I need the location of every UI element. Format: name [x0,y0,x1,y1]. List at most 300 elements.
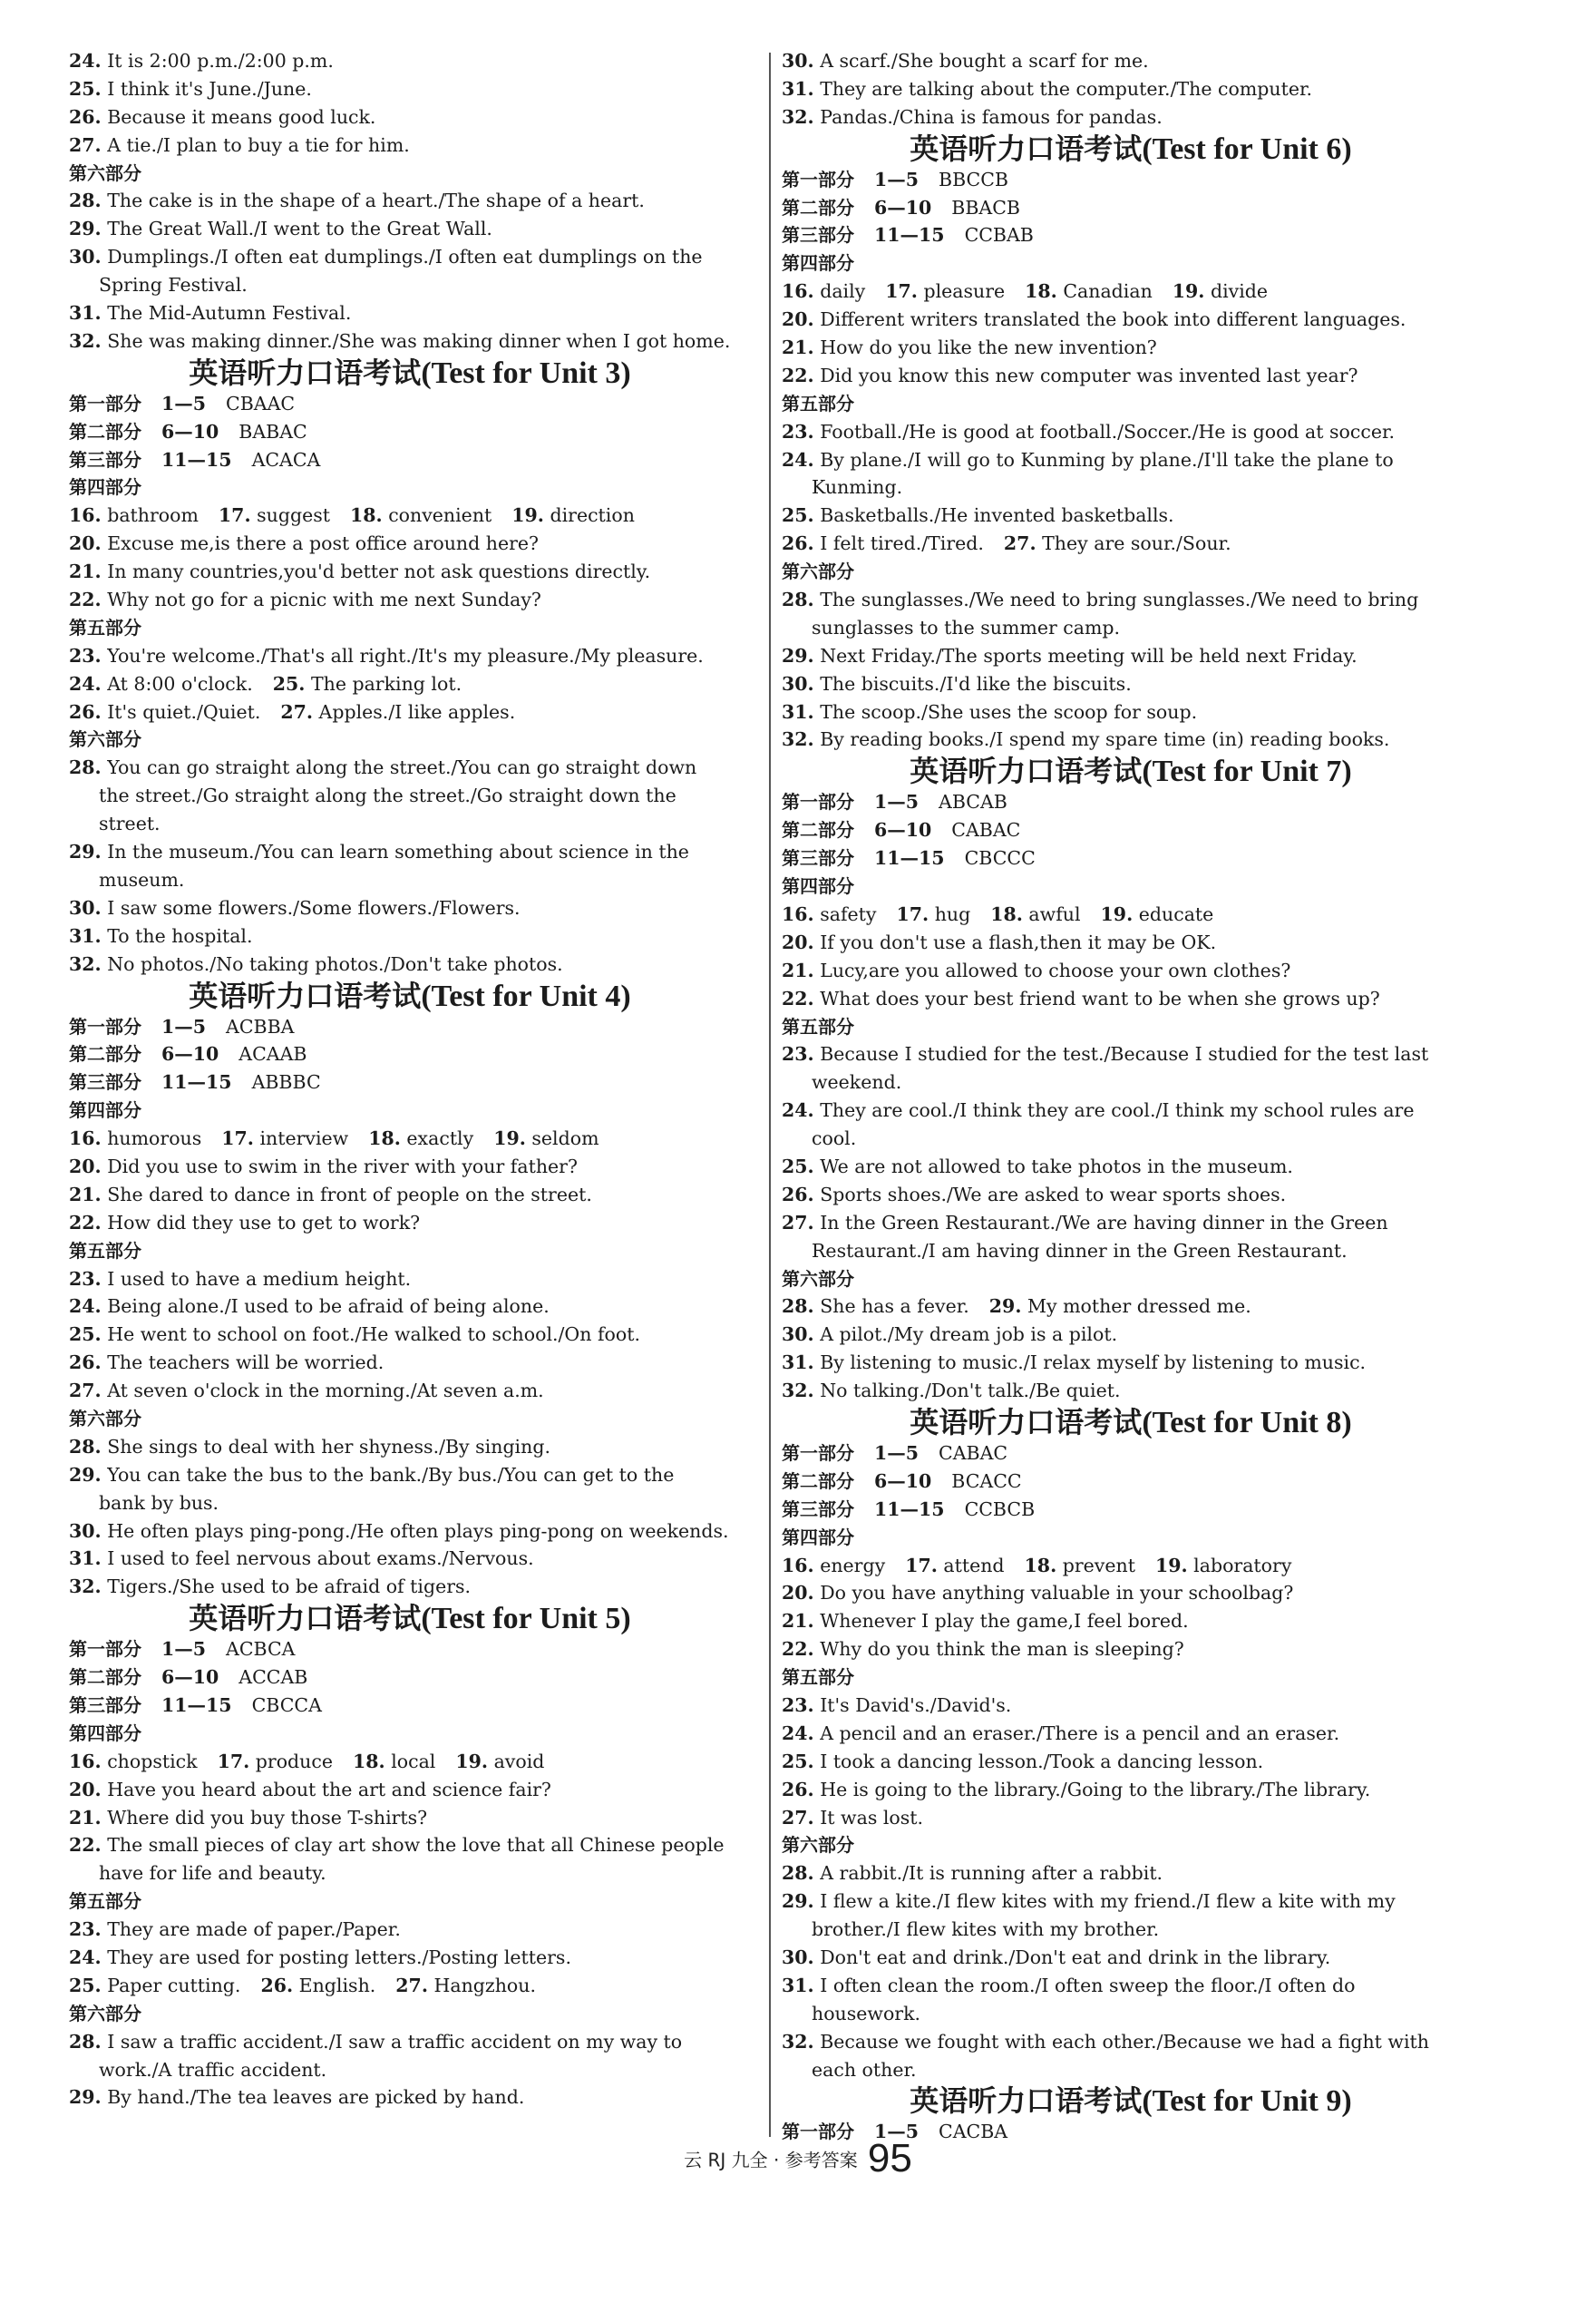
answer-text: I took a dancing lesson./Took a dancing lesson. [820,1750,1264,1772]
answer-line [782,1349,1480,1377]
item-number: 17. [885,280,918,303]
answer-text: A pencil and an eraser./There is a pencil and an eraser. [820,1722,1340,1744]
part-heading [782,390,1480,418]
item-text: Hangzhou. [433,1974,536,1996]
item-text: prevent [1062,1554,1135,1576]
answer-line [69,1573,751,1601]
item-number: 30. [782,1323,814,1346]
answer-line [782,1097,1480,1125]
answer-line [69,1433,751,1461]
answer-text: bank by bus. [99,1491,219,1514]
title-chinese: 英语听力口语考试 [189,355,422,390]
answer-text: You're welcome./That's all right./It's my pleasure./My pleasure. [107,644,704,667]
answer-line [782,1040,1480,1068]
part-label: 第五部分 [69,616,141,639]
answer-line [69,1804,751,1832]
answer-row [782,1496,1480,1524]
part-label: 第六部分 [69,161,141,184]
answer-row [782,194,1480,222]
answer-line [782,1972,1480,2000]
part-label: 第三部分 [69,1693,141,1716]
answer-line [782,1607,1480,1635]
answer-line [782,985,1480,1013]
answer-line [782,1748,1480,1776]
answer-text: He went to school on foot./He walked to school./On foot. [107,1323,640,1346]
answer-line [782,1209,1480,1237]
item-text: direction [550,504,635,527]
part-label: 第二部分 [782,1469,854,1492]
answer-line [69,922,751,951]
item-number: 32. [782,105,814,128]
answer-line [69,1944,751,1972]
part-label: 第一部分 [69,1638,141,1661]
answer-line-continued [69,1859,751,1887]
answer-text: Lucy,are you allowed to choose your own clothes? [820,959,1291,981]
answer-line [69,299,751,327]
item-text: daily [820,280,866,303]
question-range: 11—15 [161,1693,232,1716]
item-number: 26. [69,105,102,128]
answer-line [69,1377,751,1405]
part-label: 第一部分 [782,168,854,190]
item-row [782,278,1480,306]
item-number: 20. [782,1582,814,1605]
answer-line-continued [782,1068,1480,1097]
item-number: 18. [1024,1554,1057,1576]
answer-key: CBCCC [964,847,1036,870]
item-row [69,1972,751,2000]
answer-text: Kunming. [812,476,903,499]
question-range: 6—10 [161,1666,219,1689]
answer-line [782,1776,1480,1804]
item-text: attend [943,1554,1005,1576]
item-number: 30. [782,50,814,72]
answer-line [69,1153,751,1181]
answer-key: ACBCA [226,1638,296,1661]
answer-line [69,47,751,75]
item-number: 19. [511,504,544,527]
item-number: 16. [782,1554,814,1576]
answer-text: To the hospital. [107,924,253,947]
item-number: 24. [782,1722,814,1744]
answer-key: BABAC [238,420,307,443]
title-unit: (Test for Unit 5) [421,1602,631,1636]
answer-text: housework. [812,2002,921,2024]
item-text: English. [298,1974,376,1996]
answer-text: The biscuits./I'd like the biscuits. [820,672,1132,695]
item-text: Canadian [1063,280,1153,303]
answer-key: ACAAB [238,1043,307,1066]
item-number: 27. [395,1974,428,1996]
answer-text: A pilot./My dream job is a pilot. [820,1323,1118,1346]
item-number: 31. [782,1351,814,1374]
question-range: 6—10 [874,819,932,842]
part-label: 第五部分 [69,1890,141,1913]
part-label: 第六部分 [69,2002,141,2024]
answer-text: By reading books./I spend my spare time (in) reading books. [820,728,1390,751]
answer-line [69,1265,751,1293]
question-range: 11—15 [874,224,945,247]
title-unit: (Test for Unit 9) [1142,2084,1352,2119]
item-number: 19. [455,1750,489,1772]
answer-line [69,894,751,922]
item-text: The parking lot. [310,672,462,695]
answer-line [782,103,1480,132]
section-title [782,2083,1480,2118]
answer-row [782,221,1480,249]
answer-text: I saw a traffic accident./I saw a traffic accident on my way to [107,2030,683,2053]
title-chinese: 英语听力口语考试 [189,978,422,1013]
item-number: 22. [69,1834,102,1857]
answer-row [782,816,1480,844]
answer-line [782,306,1480,334]
question-range: 11—15 [874,1497,945,1520]
item-number: 16. [782,902,814,925]
answer-line [782,1181,1480,1209]
answer-text: The Mid-Autumn Festival. [107,302,352,325]
item-number: 26. [260,1974,294,1996]
item-text: Paper cutting. [107,1974,241,1996]
answer-text: Dumplings./I often eat dumplings./I often eat dumplings on the [107,246,703,268]
answer-row [782,1439,1480,1468]
answer-text: Basketballs./He invented basketballs. [820,504,1174,527]
item-number: 27. [1003,532,1036,555]
part-label: 第六部分 [69,1407,141,1429]
item-number: 21. [782,1610,814,1633]
answer-row [69,1692,751,1720]
answer-line [69,1831,751,1859]
answer-text: Restaurant./I am having dinner in the Green Restaurant. [812,1239,1348,1262]
answer-key: CCBAB [964,224,1034,247]
part-heading [69,473,751,502]
answer-text: It was lost. [820,1806,924,1829]
item-number: 28. [69,756,102,779]
part-label: 第一部分 [782,791,854,814]
item-number: 22. [782,987,814,1010]
item-number: 23. [69,1267,102,1290]
answer-line [782,1692,1480,1720]
part-label: 第四部分 [69,1722,141,1744]
answer-key: ACCAB [238,1666,308,1689]
answer-text: By listening to music./I relax myself by listening to music. [820,1351,1367,1374]
answer-row [69,1663,751,1692]
part-heading [782,249,1480,278]
item-number: 26. [782,532,814,555]
part-label: 第四部分 [69,476,141,499]
item-text: laboratory [1193,1554,1292,1576]
answer-key: CABAC [939,1441,1008,1464]
answer-key: CBCCA [251,1693,322,1716]
section-title [69,979,751,1013]
part-heading [69,1237,751,1265]
answer-text: In the museum./You can learn something about science in the [107,841,689,863]
item-number: 31. [782,700,814,723]
title-chinese: 英语听力口语考试 [189,1601,422,1636]
question-range: 6—10 [874,196,932,219]
answer-text: work./A traffic accident. [99,2058,327,2081]
answer-text: museum. [99,868,185,891]
item-number: 24. [69,1295,102,1318]
title-chinese: 英语听力口语考试 [910,131,1143,166]
answer-row [69,418,751,446]
item-number: 22. [782,1638,814,1661]
item-number: 17. [221,1127,254,1150]
section-title [782,132,1480,166]
item-number: 20. [782,308,814,331]
part-label: 第三部分 [782,847,854,870]
page-footer [0,2136,1596,2181]
answer-line [782,75,1480,103]
answer-key: BCACC [951,1469,1022,1492]
part-heading [69,2000,751,2028]
question-range: 1—5 [161,392,207,415]
answer-text: What does your best friend want to be when she grows up? [820,987,1380,1010]
item-number: 31. [782,77,814,100]
answer-line-continued [69,810,751,838]
page-number: 95 [867,2136,912,2180]
answer-text: Because it means good luck. [107,105,376,128]
answer-text: A rabbit./It is running after a rabbit. [820,1862,1163,1885]
answer-line [69,754,751,782]
item-number: 22. [69,589,102,611]
answer-line [782,1377,1480,1405]
item-row [782,1552,1480,1580]
item-number: 20. [782,931,814,953]
part-label: 第三部分 [69,448,141,471]
answer-text: street. [99,813,161,835]
item-number: 23. [782,1693,814,1716]
answer-row [69,1040,751,1068]
answer-line [782,1635,1480,1663]
item-number: 30. [69,1519,102,1542]
item-text: educate [1138,902,1214,925]
item-number: 30. [782,672,814,695]
item-number: 25. [69,77,102,100]
item-number: 17. [896,902,929,925]
item-text: energy [820,1554,886,1576]
answer-line-continued [69,2056,751,2084]
answer-row [782,788,1480,816]
item-number: 31. [69,924,102,947]
item-number: 32. [782,728,814,751]
item-number: 30. [782,1946,814,1968]
item-number: 26. [69,700,102,723]
item-number: 23. [782,1043,814,1066]
answer-row [69,390,751,418]
item-text: convenient [388,504,492,527]
answer-line [69,558,751,586]
item-number: 20. [69,1778,102,1800]
item-number: 27. [280,700,314,723]
part-label: 第五部分 [782,1015,854,1038]
answer-text: We are not allowed to take photos in the museum. [820,1155,1293,1177]
item-number: 27. [782,1806,814,1829]
answer-line [69,187,751,215]
part-heading [782,1663,1480,1692]
answer-text: Pandas./China is famous for pandas. [820,105,1163,128]
part-heading [69,1887,751,1916]
answer-line-continued [782,614,1480,642]
part-heading [69,1097,751,1125]
item-number: 32. [69,952,102,975]
answer-text: She sings to deal with her shyness./By singing. [107,1435,550,1458]
answer-text: each other. [812,2058,917,2081]
answer-row [782,844,1480,873]
answer-text: It is 2:00 p.m./2:00 p.m. [107,50,334,72]
item-row [69,698,751,727]
answer-text: In many countries,you'd better not ask questions directly. [107,561,651,583]
section-title [782,1405,1480,1439]
item-text: My mother dressed me. [1027,1295,1251,1318]
answer-line [69,838,751,866]
item-number: 20. [69,1155,102,1177]
item-row [782,1292,1480,1321]
item-number: 25. [272,672,306,695]
item-number: 29. [69,1463,102,1486]
item-number: 23. [69,1918,102,1941]
answer-line [782,1887,1480,1916]
answer-text: By hand./The tea leaves are picked by hand. [107,2086,525,2109]
answer-line [782,334,1480,362]
part-heading [782,873,1480,901]
item-number: 21. [782,959,814,981]
answer-text: Did you use to swim in the river with your father? [107,1155,578,1177]
answer-text: It's David's./David's. [820,1693,1012,1716]
title-chinese: 英语听力口语考试 [910,2083,1143,2119]
question-range: 11—15 [161,1071,232,1094]
question-range: 1—5 [874,2121,920,2143]
item-number: 30. [69,896,102,919]
answer-key: CACBA [939,2121,1008,2143]
part-label: 第二部分 [69,1666,141,1689]
answer-row [69,1013,751,1041]
item-number: 18. [368,1127,401,1150]
answer-line [69,1545,751,1573]
answer-line-continued [782,2000,1480,2028]
part-heading [782,1524,1480,1552]
item-number: 31. [69,302,102,325]
answer-key: ACACA [251,448,321,471]
answer-line [69,1321,751,1349]
answer-text: cool. [812,1127,857,1150]
question-range: 6—10 [874,1469,932,1492]
title-unit: (Test for Unit 4) [421,979,631,1013]
question-range: 1—5 [874,1441,920,1464]
item-text: They are sour./Sour. [1042,532,1231,555]
item-number: 21. [782,337,814,359]
item-number: 18. [990,902,1023,925]
answer-text: The scoop./She uses the scoop for soup. [820,700,1198,723]
answer-text: Because we fought with each other./Because we had a fight with [820,2030,1429,2053]
item-number: 20. [69,532,102,555]
item-number: 17. [218,504,251,527]
title-unit: (Test for Unit 7) [1142,755,1352,789]
answer-line [782,502,1480,530]
answer-text: How do you like the new invention? [820,337,1157,359]
part-heading [782,1013,1480,1041]
answer-text: You can go straight along the street./You can go straight down [107,756,697,779]
part-label: 第四部分 [782,252,854,275]
answer-text: Different writers translated the book into different languages. [820,308,1406,331]
item-text: She has a fever. [820,1295,969,1318]
part-heading [782,1831,1480,1859]
answer-text: You can take the bus to the bank./By bus./You can get to the [107,1463,675,1486]
answer-key: ABBBC [251,1071,321,1094]
part-label: 第三部分 [782,1497,854,1520]
part-label: 第四部分 [782,875,854,898]
answer-line-continued [69,1489,751,1517]
footer-text: 云 RJ 九全 · 参考答案 [684,2149,858,2171]
answer-key: CCBCB [964,1497,1036,1520]
answer-line [782,698,1480,727]
title-unit: (Test for Unit 8) [1142,1405,1352,1439]
item-number: 27. [69,1380,102,1402]
part-label: 第六部分 [782,1267,854,1290]
answer-line [782,726,1480,754]
answer-line [782,1720,1480,1748]
part-heading [69,160,751,188]
item-number: 32. [69,329,102,352]
answer-line [69,1181,751,1209]
answer-text: Sports shoes./We are asked to wear sports shoes. [820,1183,1287,1205]
item-number: 28. [782,589,814,611]
answer-line [69,1349,751,1377]
title-unit: (Test for Unit 3) [421,356,631,390]
item-text: exactly [406,1127,474,1150]
answer-text: The cake is in the shape of a heart./The shape of a heart. [107,190,645,212]
answer-text: He often plays ping-pong./He often plays ping-pong on weekends. [107,1519,729,1542]
question-range: 11—15 [874,847,945,870]
answer-text: If you don't use a flash,then it may be OK. [820,931,1217,953]
section-title [69,356,751,390]
item-number: 22. [782,364,814,386]
item-text: bathroom [107,504,199,527]
right-column [782,47,1480,2146]
question-range: 11—15 [161,448,232,471]
item-row [69,670,751,698]
answer-line-continued [782,1125,1480,1153]
answer-text: The teachers will be worried. [107,1351,384,1374]
answer-text: No talking./Don't talk./Be quiet. [820,1380,1121,1402]
question-range: 6—10 [161,1043,219,1066]
answer-row [69,1068,751,1097]
part-label: 第五部分 [782,392,854,415]
answer-line [69,2083,751,2112]
item-row [69,1748,751,1776]
item-row [69,1125,751,1153]
answer-line-continued [69,866,751,894]
answer-line-continued [69,782,751,810]
part-heading [69,1405,751,1433]
answer-text: They are cool./I think they are cool./I think my school rules are [820,1099,1415,1122]
answer-text: I flew a kite./I flew kites with my friend./I flew a kite with my [820,1890,1396,1913]
answer-line-continued [782,1916,1480,1944]
answer-text: Do you have anything valuable in your schoolbag? [820,1582,1294,1605]
answer-line [69,1292,751,1321]
answer-text: The Great Wall./I went to the Great Wall. [107,218,492,240]
item-text: avoid [493,1750,545,1772]
answer-line-continued [782,2056,1480,2084]
title-unit: (Test for Unit 6) [1142,132,1352,166]
answer-text: A tie./I plan to buy a tie for him. [107,133,410,156]
answer-text: weekend. [812,1071,902,1094]
item-number: 18. [1025,280,1057,303]
item-number: 24. [782,448,814,471]
answer-text: Next Friday./The sports meeting will be held next Friday. [820,644,1358,667]
answer-line [69,1461,751,1489]
item-number: 27. [69,133,102,156]
item-text: divide [1210,280,1269,303]
